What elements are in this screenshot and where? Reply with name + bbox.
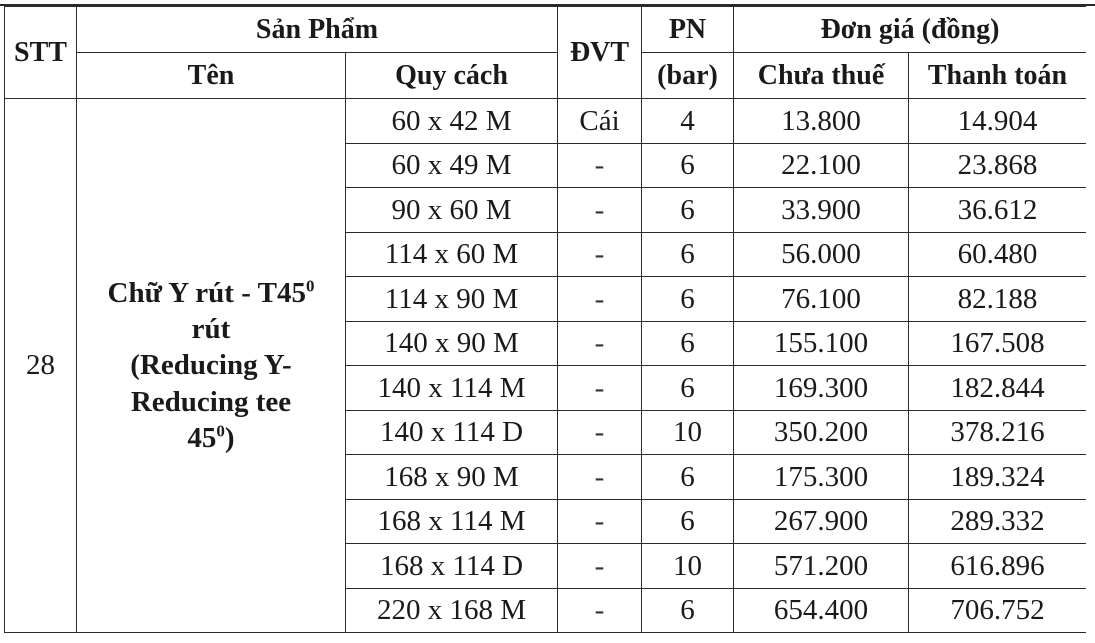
cell-pn: 6	[642, 143, 734, 188]
table-body	[5, 99, 1087, 633]
cell-unit: -	[558, 232, 642, 277]
header-thanh-toan: Thanh toán	[909, 53, 1087, 99]
cell-price-ex-tax: 571.200	[734, 544, 909, 589]
cell-price-ex-tax: 56.000	[734, 232, 909, 277]
cell-spec: 168 x 90 M	[346, 455, 558, 500]
cell-spec: 114 x 60 M	[346, 232, 558, 277]
cell-price-ex-tax: 155.100	[734, 321, 909, 366]
cell-spec: 114 x 90 M	[346, 277, 558, 322]
header-pn-unit: (bar)	[642, 53, 734, 99]
cell-spec: 140 x 114 D	[346, 410, 558, 455]
cell-unit: -	[558, 366, 642, 411]
cell-spec: 220 x 168 M	[346, 588, 558, 633]
product-name-line5-end: )	[224, 421, 235, 454]
header-row-top	[5, 7, 1087, 53]
cell-price-total: 167.508	[909, 321, 1087, 366]
cell-price-total: 706.752	[909, 588, 1087, 633]
cell-unit: -	[558, 544, 642, 589]
cell-unit: -	[558, 499, 642, 544]
cell-pn: 10	[642, 544, 734, 589]
product-name-line4: Reducing tee	[130, 385, 292, 418]
cell-pn: 6	[642, 188, 734, 233]
cell-price-ex-tax: 76.100	[734, 277, 909, 322]
header-don-gia: Đơn giá (đồng)	[734, 7, 1087, 53]
header-ten: Tên	[77, 53, 346, 99]
cell-unit: -	[558, 143, 642, 188]
cell-price-total: 182.844	[909, 366, 1087, 411]
header-row-bottom	[5, 53, 1087, 99]
header-chua-thue: Chưa thuế	[734, 53, 909, 99]
product-name-line5-sup: 0	[216, 421, 225, 441]
cell-spec: 60 x 49 M	[346, 143, 558, 188]
cell-pn: 6	[642, 366, 734, 411]
header-san-pham: Sản Phẩm	[77, 7, 558, 53]
cell-spec: 140 x 114 M	[346, 366, 558, 411]
cell-pn: 6	[642, 499, 734, 544]
cell-pn: 6	[642, 321, 734, 366]
cell-pn: 6	[642, 277, 734, 322]
product-stt: 28	[5, 99, 77, 633]
cell-spec: 140 x 90 M	[346, 321, 558, 366]
cell-unit: Cái	[558, 99, 642, 144]
cell-price-total: 23.868	[909, 143, 1087, 188]
cell-spec: 168 x 114 D	[346, 544, 558, 589]
header-dvt: ĐVT	[558, 7, 642, 99]
cell-price-ex-tax: 169.300	[734, 366, 909, 411]
cell-price-ex-tax: 350.200	[734, 410, 909, 455]
right-margin	[1086, 6, 1095, 639]
cell-price-total: 60.480	[909, 232, 1087, 277]
cell-unit: -	[558, 321, 642, 366]
table-row	[5, 99, 1087, 144]
cell-unit: -	[558, 277, 642, 322]
cell-price-total: 289.332	[909, 499, 1087, 544]
product-name	[77, 99, 346, 633]
cell-unit: -	[558, 455, 642, 500]
cell-price-total: 378.216	[909, 410, 1087, 455]
cell-spec: 90 x 60 M	[346, 188, 558, 233]
cell-price-ex-tax: 654.400	[734, 588, 909, 633]
product-name-line3: (Reducing Y-	[130, 349, 292, 382]
cell-spec: 60 x 42 M	[346, 99, 558, 144]
cell-pn: 10	[642, 410, 734, 455]
cell-unit: -	[558, 588, 642, 633]
cell-price-ex-tax: 22.100	[734, 143, 909, 188]
product-name-line1: Chữ Y rút - T45	[107, 276, 306, 309]
cell-price-total: 36.612	[909, 188, 1087, 233]
cell-spec: 168 x 114 M	[346, 499, 558, 544]
cell-price-total: 14.904	[909, 99, 1087, 144]
cell-pn: 6	[642, 455, 734, 500]
product-name-line5: 45	[187, 421, 217, 454]
cell-price-ex-tax: 33.900	[734, 188, 909, 233]
product-name-line1-sup: 0	[305, 276, 315, 296]
cell-pn: 4	[642, 99, 734, 144]
cell-unit: -	[558, 188, 642, 233]
header-pn: PN	[642, 7, 734, 53]
cell-pn: 6	[642, 232, 734, 277]
cell-price-ex-tax: 175.300	[734, 455, 909, 500]
header-stt: STT	[5, 7, 77, 99]
cell-unit: -	[558, 410, 642, 455]
cell-price-ex-tax: 267.900	[734, 499, 909, 544]
price-table	[4, 6, 1087, 633]
header-quy-cach: Quy cách	[346, 53, 558, 99]
cell-price-total: 82.188	[909, 277, 1087, 322]
cell-price-ex-tax: 13.800	[734, 99, 909, 144]
cell-price-total: 189.324	[909, 455, 1087, 500]
cell-pn: 6	[642, 588, 734, 633]
cell-price-total: 616.896	[909, 544, 1087, 589]
product-name-line2: rút	[191, 313, 231, 346]
